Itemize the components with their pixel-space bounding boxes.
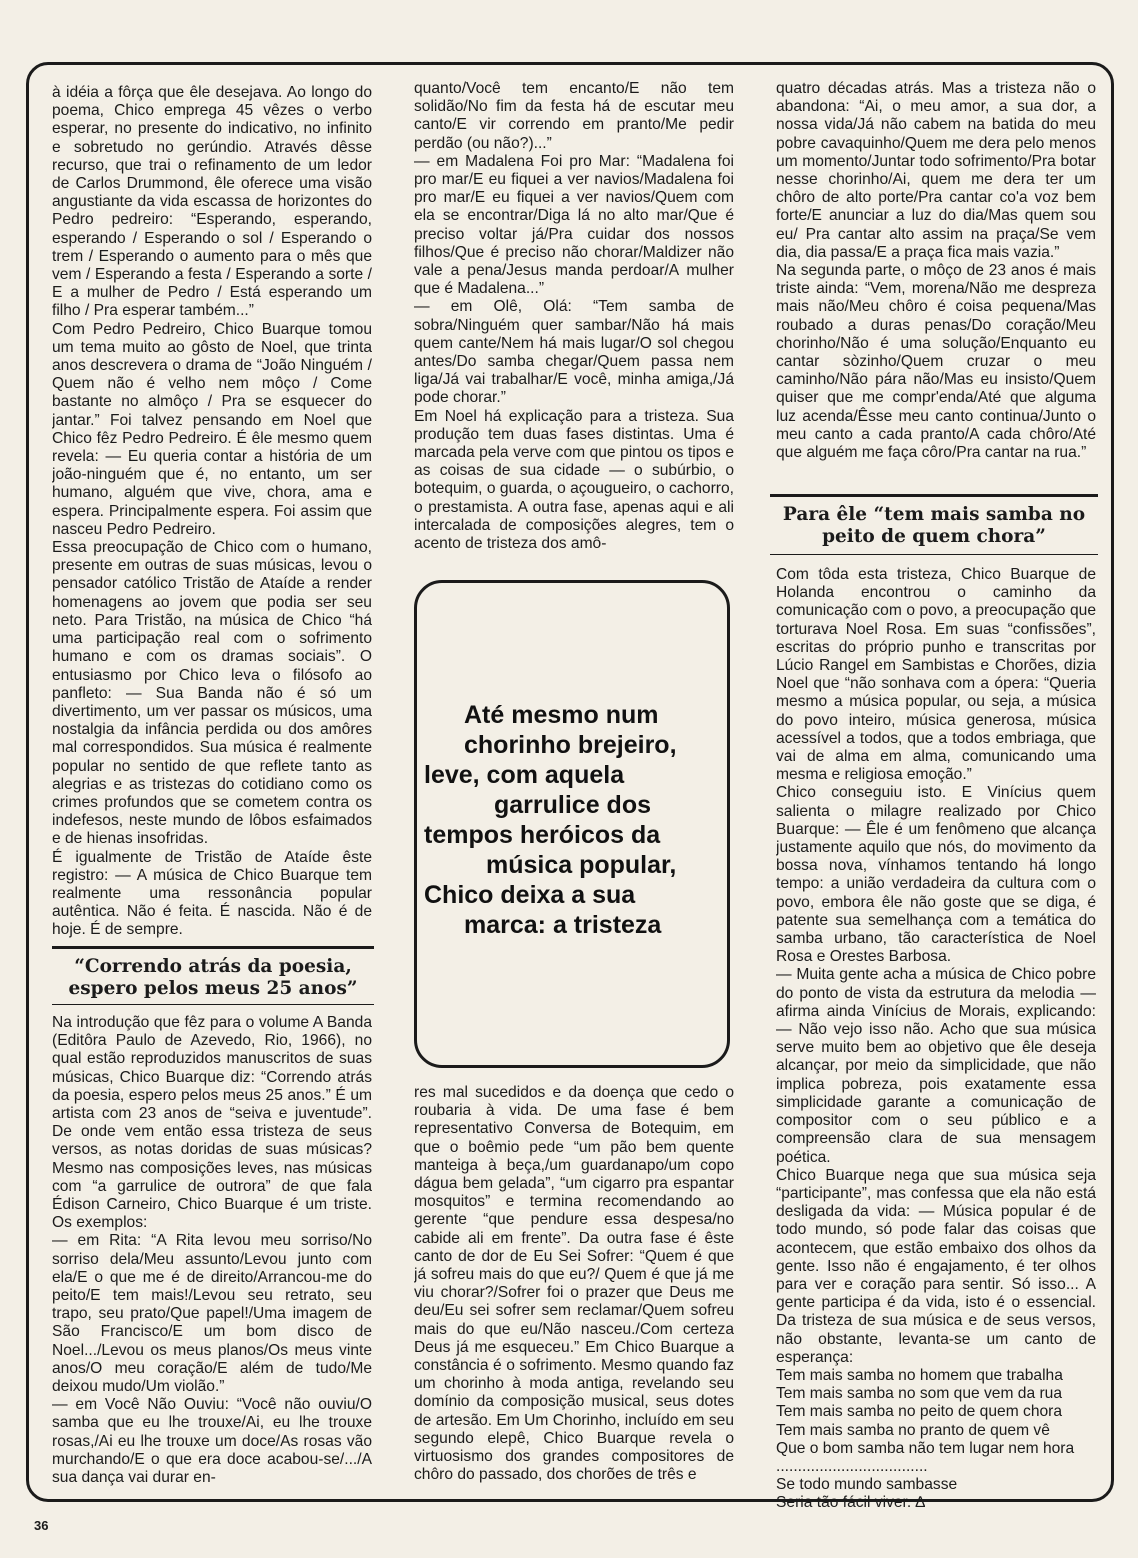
paragraph: — em Você Não Ouviu: “Você não ouviu/O samba que eu lhe trouxe/Ai, eu lhe trouxe rosas,/Ai eu lhe trouxe um doce/As rosas vão murchando/E o que era doce acabou-se/.../A sua dança vai durar en- xyxy=(52,1396,372,1487)
paragraph: res mal sucedidos e da doença que cedo o roubaria à vida. De uma fase é bem representativo Conversa de Botequim, em que o boêmio pede “um pão bem quente manteiga à beça,/um guardanapo/um copo dágua bem gelada”, “um cigarro pra espantar mosquitos” e termina recomendando ao gerente “que pendure essa despesa/no cabide ali em frente”. Da outra fase é êste canto de dor de Eu Sei Sofrer: “Quem é que já sofreu mais do que eu?/ Quem é que já me viu chorar?/Sofrer foi o prazer que Deus me deu/Eu sei sofrer sem reclamar/Quem sofreu mais do que eu/Não nasceu./Com certeza Deus já me esqueceu.” Em Chico Buarque a constância é o sofrimento. Mesmo quando faz um chorinho à moda antiga, revelando seu domínio da composição musical, seus dotes de artesão. Em Um Chorinho, incluído em seu segundo elepê, Chico Buarque revela o virtuosismo dos grandes compositores de chôro do passado, dos chorões de três e xyxy=(414,1084,734,1484)
verse-line: ................................... xyxy=(776,1457,928,1475)
paragraph: — em Rita: “A Rita levou meu sorriso/No sorriso dela/Meu assunto/Levou junto com ela/E o que me é de direito/Arrancou-me do peito/E tem mais!/Levou seu retrato, seu trapo, seu prato/Que papel!/Uma imagem de São Francisco/E um bom disco de Noel.../Levou os meus planos/Os meus vinte anos/O meu coração/E além de tudo/Me deixou mudo/Um violão.” xyxy=(52,1232,372,1396)
pull-quote-line: música popular, xyxy=(486,851,677,879)
paragraph: Com Pedro Pedreiro, Chico Buarque tomou um tema muito ao gôsto de Noel, que trinta anos descrevera o drama de “João Ninguém / Quem não é velho nem môço / Come bastante no almôço / Pra se esquecer do jantar.” Foi talvez pensando em Noel que Chico fêz Pedro Pedreiro. É êle mesmo quem revela: — Eu queria contar a história de um joão-ninguém que é, no entanto, um ser humano, alguém que vive, chora, ama e espera. Principalmente espera. Foi assim que nasceu Pedro Pedreiro. xyxy=(52,320,372,538)
verse-line: Seria tão fácil viver. ∆ xyxy=(776,1494,926,1512)
section-heading: “Correndo atrás da poesia, espero pelos meus 25 anos” xyxy=(68,956,358,999)
page-number: 36 xyxy=(34,1518,49,1533)
pull-quote xyxy=(424,700,734,940)
verse-line: Tem mais samba no pranto de quem vê xyxy=(776,1421,1050,1439)
column-2-bottom xyxy=(414,1084,734,1484)
paragraph: Com tôda esta tristeza, Chico Buarque de Holanda encontrou o caminho da comunicação com o povo, a preocupação que torturava Noel Rosa. Em suas “confissões”, escritas do próprio punho e transcritas por Lúcio Rangel em Sambistas e Chorões, dizia Noel que “não sonhava com a ópera: “Queria mesmo a música popular, ou seja, a música do povo inteiro, música generosa, música acessível a todos, que a todos embriaga, que vai de alma em alma, comunicando uma mesma e religiosa emoção.” xyxy=(776,566,1096,784)
paragraph: Chico Buarque nega que sua música seja “participante”, mas confessa que ela não está desligada da vida: — Música popular é de todo mundo, só pode falar das coisas que acontecem, que estão embaixo dos olhos da gente. Isso não é engajamento, é ter olhos para ver e coração para sentir. Só isso... A gente participa é da vida, isto é o essencial. Da tristeza de sua música e de seus versos, não obstante, levanta-se um canto de esperança: xyxy=(776,1166,1096,1366)
pull-quote-line: Chico deixa a sua xyxy=(424,881,636,909)
paragraph: — Muita gente acha a música de Chico pobre do ponto de vista da estrutura da melodia — afirma ainda Vinícius de Morais, explicando: — Não vejo isso não. Acho que sua música serve muito bem ao objetivo que êle deseja alcançar, por meio da simplicidade, que não implica pobreza, pois exatamente essa simplicidade garante a comunicação de compositor com o seu público e a compreensão clara de sua mensagem poética. xyxy=(776,966,1096,1166)
verse-line: Se todo mundo sambasse xyxy=(776,1476,958,1494)
column-1-bottom xyxy=(52,1014,372,1487)
pull-quote-line: Até mesmo num xyxy=(464,701,659,729)
column-1-top xyxy=(52,84,372,940)
paragraph: quatro décadas atrás. Mas a tristeza não o abandona: “Ai, o meu amor, a sua dor, a nossa vida/Já não cabem na batida do meu pobre cavaquinho/Quem me dera pelo menos um momento/Juntar todo sofrimento/Pra botar nesse chorinho/Ai, quem me dera ter um chôro de alto porte/Pra cantar co'a voz bem forte/E anunciar a luz do dia/Mas quem sou eu/ Pra cantar alto assim na praça/Se vem dia, dia passa/E a praça fica mais vazia.” xyxy=(776,80,1096,261)
verse-line: Que o bom samba não tem lugar nem hora xyxy=(776,1439,1075,1457)
column-3-top xyxy=(776,80,1096,462)
paragraph: — em Olê, Olá: “Tem samba de sobra/Ninguém quer sambar/Não há mais quem cante/Nem há mais lugar/O sol chegou antes/Do samba chegar/Quem passa nem liga/Já vai trabalhar/E você, minha amiga,/Já pode chorar.” xyxy=(414,298,734,407)
verse-line: Tem mais samba no homem que trabalha xyxy=(776,1366,1063,1384)
heading-rule-top xyxy=(770,494,1098,497)
pull-quote-line: tempos heróicos da xyxy=(424,821,661,849)
pull-quote-line: garrulice dos xyxy=(494,791,651,819)
paragraph: Chico conseguiu isto. E Vinícius quem salienta o milagre realizado por Chico Buarque: — Êle é um fenômeno que alcança justamente aquilo que nós, do movimento da bossa nova, vínhamos tentando há longo tempo: a união verdadeira da cultura com o povo, embora êle não goste que se diga, é patente sua semelhança com a temática do samba urbano, tão característica de Noel Rosa e Orestes Barbosa. xyxy=(776,784,1096,966)
paragraph: É igualmente de Tristão de Ataíde êste registro: — A música de Chico Buarque tem realmente uma ressonância popular autêntica. Não é feita. É nascida. Não é de hoje. É de sempre. xyxy=(52,848,372,939)
paragraph: Essa preocupação de Chico com o humano, presente em outras de suas músicas, levou o pensador católico Tristão de Ataíde a render homenagens ao jovem que podia ser seu neto. Para Tristão, na música de Chico “há uma participação real com o sofrimento humano e com os dramas sociais”. O entusiasmo por Chico leva o filósofo ao panfleto: — Sua Banda não é só um divertimento, um ver passar os músicos, uma nostalgia da infância perdida ou dos amôres mal correspondidos. Sua música é realmente popular no sentido de que reflete tanto as alegrias e as tristezas do cotidiano como os crimes profundos que se cometem contra os indefesos, neste mundo de lôbos esfaimados e de hienas insofridas. xyxy=(52,539,372,848)
paragraph: — em Madalena Foi pro Mar: “Madalena foi pro mar/E eu fiquei a ver navios/Madalena foi pro mar/E eu fiquei a ver navios/Quem com ela se encontrar/Diga lá no alto mar/Que é preciso voltar já/Pra cuidar dos nossos filhos/Que é preciso não chorar/Maldizer não vale a pena/Jesus manda perdoar/A mulher que é Madalena...” xyxy=(414,152,734,298)
paragraph: à idéia a fôrça que êle desejava. Ao longo do poema, Chico emprega 45 vêzes o verbo esperar, no presente do indicativo, no infinito e sobretudo no gerúndio. Através dêsse recurso, que trai o refinamento de um ledor de Carlos Drummond, êle oferece uma visão angustiante da vida escassa de horizontes do Pedro pedreiro: “Esperando, esperando, esperando / Esperando o sol / Esperando o trem / Esperando o aumento para o mês que vem / Esperando a festa / Esperando a sorte / E a mulher de Pedro / Está esperando um filho / Pra esperar também...” xyxy=(52,84,372,320)
heading-rule-bottom xyxy=(52,1004,374,1005)
paragraph: Em Noel há explicação para a tristeza. Sua produção tem duas fases distintas. Uma é marcada pela verve com que pintou os tipos e as coisas de sua cidade — o subúrbio, o botequim, o guarda, o açougueiro, o cachorro, o prestamista. A outra fase, apenas aqui e ali intercalada de composições alegres, tem o acento de tristeza dos amô- xyxy=(414,407,734,553)
section-heading: Para êle “tem mais samba no peito de quem chora” xyxy=(782,504,1086,547)
paragraph: Na segunda parte, o môço de 23 anos é mais triste ainda: “Vem, morena/Não me despreza mais não/Meu chôro é coisa pequena/Mas roubado a duras penas/Do coração/Meu chorinho/Não é uma solução/Enquanto eu cantar sòzinho/Quem cruzar o meu caminho/Não pára não/Mas eu insisto/Quem quiser que me compr'enda/Até que alguma luz acenda/Êsse meu canto continua/Junto o meu canto a cada pranto/A cada chôro/Até que alguém me faça côro/Pra cantar na rua.” xyxy=(776,262,1096,462)
heading-rule-bottom xyxy=(770,554,1098,555)
column-3-bottom xyxy=(776,566,1096,1513)
paragraph: quanto/Você tem encanto/E não tem solidão/No fim da festa há de escutar meu canto/E vir correndo em pranto/Me pedir perdão (ou não?)...” xyxy=(414,80,734,152)
pull-quote-line: chorinho brejeiro, xyxy=(464,731,677,759)
pull-quote-line: marca: a tristeza xyxy=(464,911,662,939)
paragraph: Na introdução que fêz para o volume A Banda (Editôra Paulo de Azevedo, Rio, 1966), no qual estão reproduzidos manuscritos de suas músicas, Chico Buarque diz: “Correndo atrás da poesia, espero pelos meus 25 anos.” É um artista com 23 anos de “seiva e juventude”. De onde vem então essa tristeza de seus versos, as notas doridas de suas músicas? Mesmo nas composições leves, nas músicas com “a garrulice de outrora” de que fala Édison Carneiro, Chico Buarque é um triste. Os exemplos: xyxy=(52,1014,372,1232)
verse-line: Tem mais samba no peito de quem chora xyxy=(776,1403,1063,1421)
heading-rule-top xyxy=(52,946,374,949)
verse-line: Tem mais samba no som que vem da rua xyxy=(776,1385,1063,1403)
pull-quote-line: leve, com aquela xyxy=(424,761,625,789)
column-2-top xyxy=(414,80,734,553)
